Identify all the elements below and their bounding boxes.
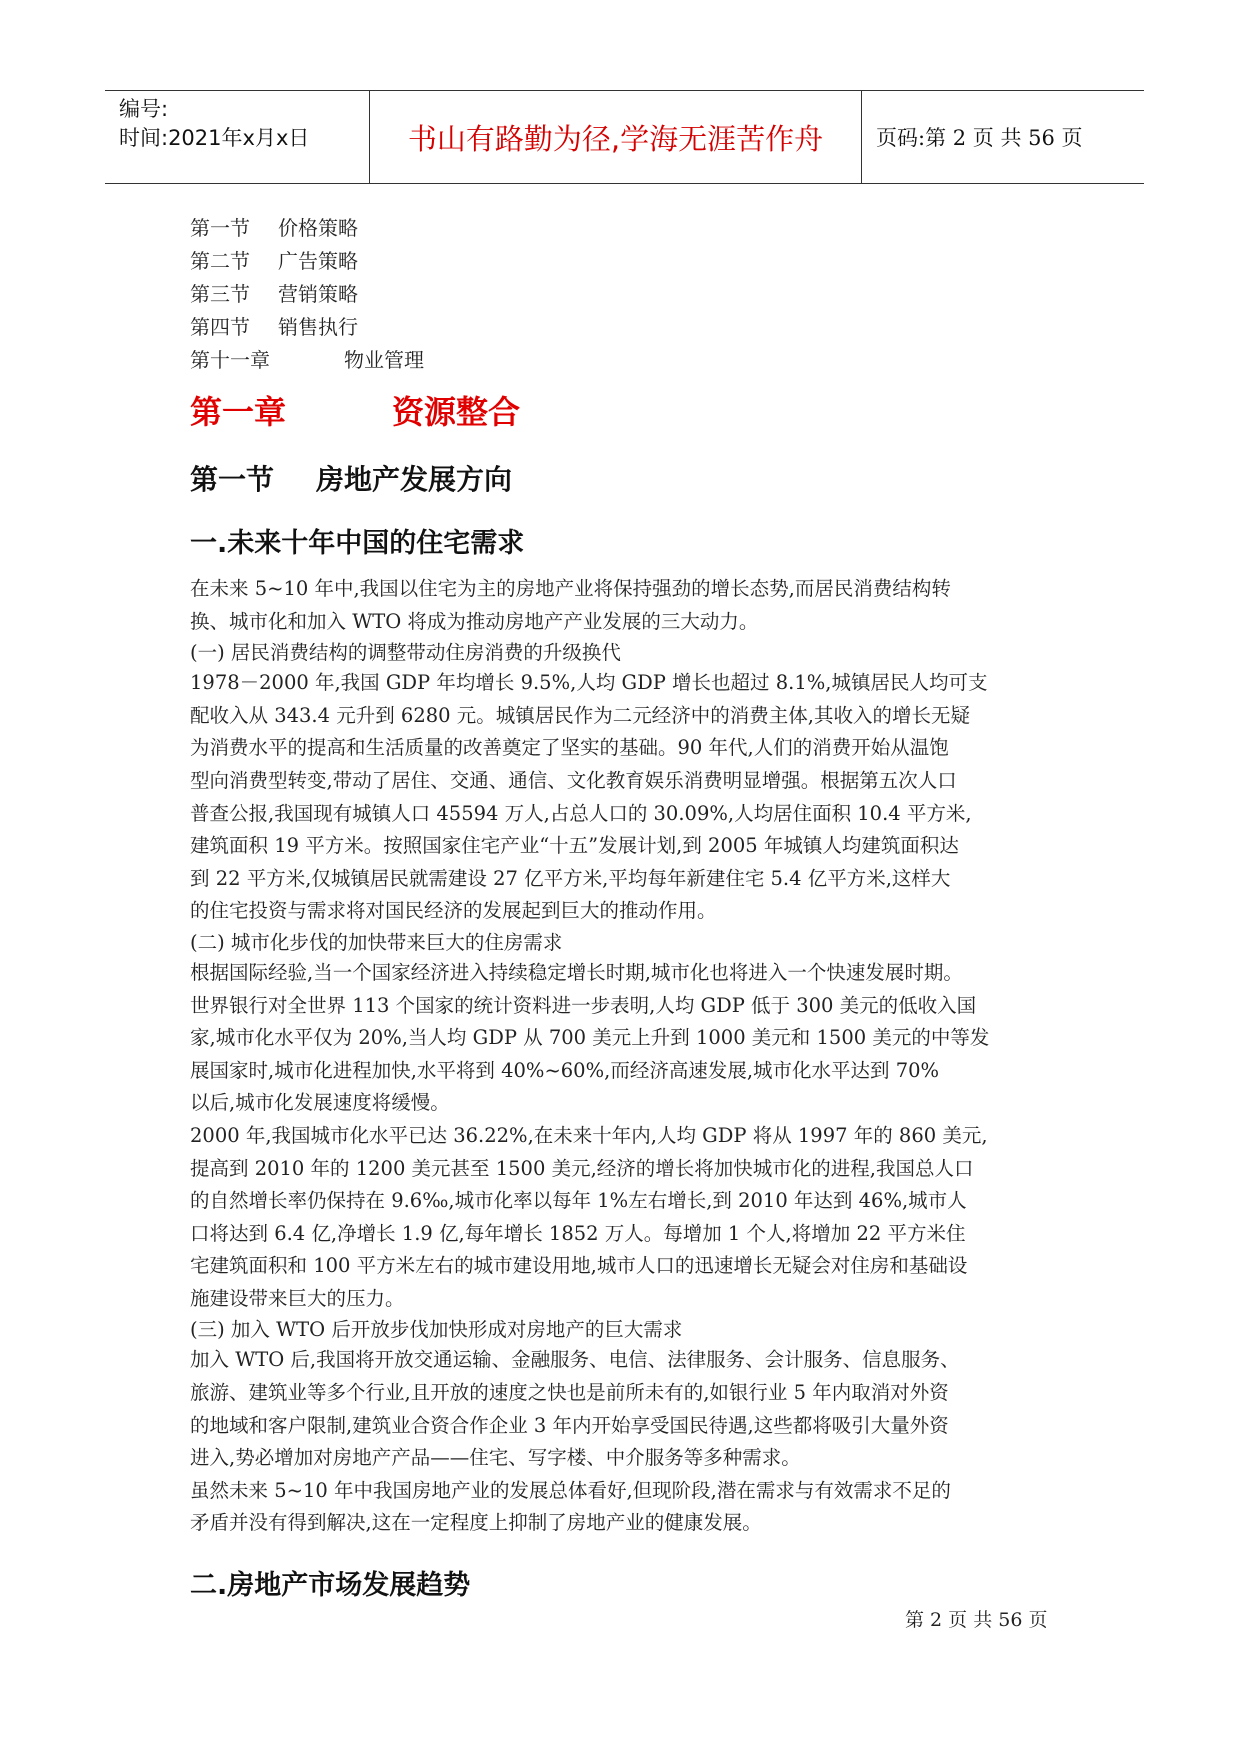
heading-1: 一.未来十年中国的住宅需求 [190,527,525,559]
chapter-number: 第一章 [190,393,287,431]
heading-2: 二.房地产市场发展趋势 [190,1569,471,1601]
header-meta [105,91,370,183]
toc-item-title: 价格策略 [278,216,358,240]
body-line: 展国家时,城市化进程加快,水平将到 40%~60%,而经济高速发展,城市化水平达到 70% [190,1058,940,1082]
toc-item-title: 销售执行 [278,315,358,339]
toc-item [190,311,424,344]
body-line: 换、城市化和加入 WTO 将成为推动房地产产业发展的三大动力。 [190,609,759,633]
chapter-name: 资源整合 [392,393,521,431]
toc-item-title: 物业管理 [344,348,424,372]
chapter-title [190,385,1090,435]
body-line: 加入 WTO 后,我国将开放交通运输、金融服务、电信、法律服务、会计服务、信息服务、 [190,1348,960,1372]
body-line: 宅建筑面积和 100 平方米左右的城市建设用地,城市人口的迅速增长无疑会对住房和基础设 [190,1254,968,1278]
toc-item-title: 营销策略 [278,282,358,306]
body-line: 旅游、建筑业等多个行业,且开放的速度之快也是前所未有的,如银行业 5 年内取消对外资 [190,1381,949,1405]
body-line: 提高到 2010 年的 1200 美元甚至 1500 美元,经济的增长将加快城市化的进程,我国总人口 [190,1156,974,1180]
toc-item-number: 第一节 [190,216,250,240]
page-header [105,90,1144,184]
body-line: 1978－2000 年,我国 GDP 年均增长 9.5%,人均 GDP 增长也超过 8.1%,城镇居民人均可支 [190,671,988,695]
body-line: 配收入从 343.4 元升到 6280 元。城镇居民作为二元经济中的消费主体,其收入的增长无疑 [190,703,970,727]
header-motto: 书山有路勤为径,学海无涯苦作舟 [370,91,862,183]
time-label: 时间:2021年x月x日 [119,126,310,150]
table-of-contents [190,212,424,377]
body-line: 的自然增长率仍保持在 9.6‰,城市化率以每年 1%左右增长,到 2010 年达到 46%,城市人 [190,1189,967,1213]
subsection-title: (二) 城市化步伐的加快带来巨大的住房需求 [190,930,563,954]
body-line: 普查公报,我国现有城镇人口 45594 万人,占总人口的 30.09%,人均居住面积 10.4 平方米, [190,801,972,825]
section-name: 房地产发展方向 [316,463,513,496]
toc-item [190,212,424,245]
number-label: 编号: [119,97,169,121]
page-footer: 第 2 页 共 56 页 [905,1609,1048,1631]
body-line: 口将达到 6.4 亿,净增长 1.9 亿,每年增长 1852 万人。每增加 1 个人,将增加 22 平方米住 [190,1221,966,1245]
body-line: 世界银行对全世界 113 个国家的统计资料进一步表明,人均 GDP 低于 300 美元的低收入国 [190,993,977,1017]
toc-item-number: 第四节 [190,315,250,339]
section-number: 第一节 [190,463,275,496]
toc-item-number: 第十一章 [190,348,270,372]
toc-item-number: 第三节 [190,282,250,306]
toc-item [190,245,424,278]
body-line: 进入,势必增加对房地产产品——住宅、写字楼、中介服务等多种需求。 [190,1446,801,1470]
body-line: 2000 年,我国城市化水平已达 36.22%,在未来十年内,人均 GDP 将从 1997 年的 860 美元, [190,1123,988,1147]
body-text [190,573,1070,1540]
body-line: 施建设带来巨大的压力。 [190,1286,405,1310]
body-line: 矛盾并没有得到解决,这在一定程度上抑制了房地产业的健康发展。 [190,1511,762,1535]
body-line: 型向消费型转变,带动了居住、交通、通信、文化教育娱乐消费明显增强。根据第五次人口 [190,768,957,792]
toc-item-title: 广告策略 [278,249,358,273]
toc-item [190,278,424,311]
subsection-title: (一) 居民消费结构的调整带动住房消费的升级换代 [190,641,621,665]
body-line: 以后,城市化发展速度将缓慢。 [190,1091,450,1115]
toc-item-number: 第二节 [190,249,250,273]
subsection-title: (三) 加入 WTO 后开放步伐加快形成对房地产的巨大需求 [190,1318,683,1342]
header-page-code: 页码:第 2 页 共 56 页 [876,126,1083,150]
body-line: 到 22 平方米,仅城镇居民就需建设 27 亿平方米,平均每年新建住宅 5.4 亿平方米,这样大 [190,866,951,890]
body-line: 为消费水平的提高和生活质量的改善奠定了坚实的基础。90 年代,人们的消费开始从温饱 [190,736,949,760]
body-line: 的地域和客户限制,建筑业合资合作企业 3 年内开始享受国民待遇,这些都将吸引大量外资 [190,1413,949,1437]
body-line: 建筑面积 19 平方米。按照国家住宅产业“十五”发展计划,到 2005 年城镇人均建筑面积达 [190,834,959,858]
body-line: 虽然未来 5~10 年中我国房地产业的发展总体看好,但现阶段,潜在需求与有效需求不足的 [190,1478,951,1502]
body-line: 根据国际经验,当一个国家经济进入持续稳定增长时期,城市化也将进入一个快速发展时期。 [190,960,963,984]
body-line: 家,城市化水平仅为 20%,当人均 GDP 从 700 美元上升到 1000 美元和 1500 美元的中等发 [190,1026,990,1050]
body-line: 在未来 5~10 年中,我国以住宅为主的房地产业将保持强劲的增长态势,而居民消费结构转 [190,577,951,600]
body-line: 的住宅投资与需求将对国民经济的发展起到巨大的推动作用。 [190,899,717,923]
toc-item [190,344,424,377]
section-title [190,455,512,501]
